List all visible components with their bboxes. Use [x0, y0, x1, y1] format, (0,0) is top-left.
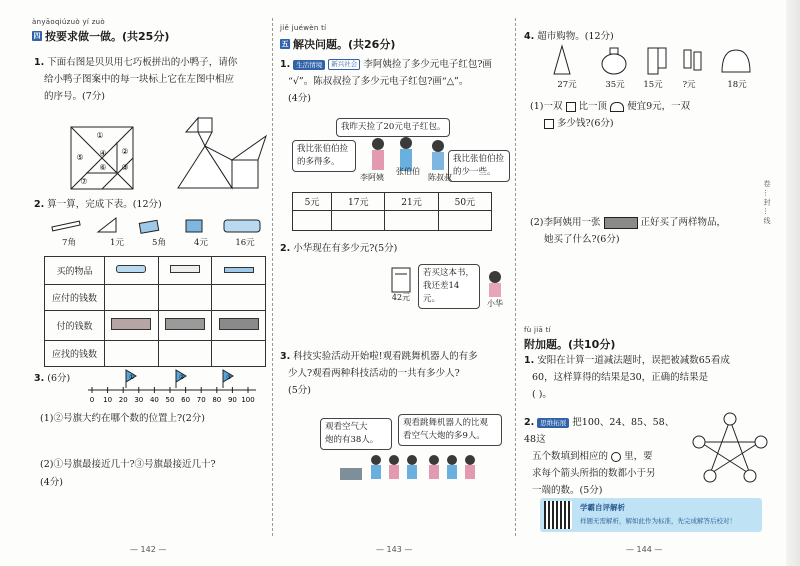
- price-label: 15元: [643, 80, 663, 90]
- children-illustration: [336, 450, 486, 484]
- tick-label: 20: [118, 396, 128, 404]
- speech-bubble: 我昨天捡了20元电子红包。: [336, 118, 450, 137]
- banknote-cell: [105, 311, 159, 341]
- row-header: 付的钱数: [45, 311, 105, 341]
- price-label: 27元: [557, 80, 577, 90]
- kettle-icon: [602, 48, 626, 74]
- question-1: 1. 下面右图是贝贝用七巧板拼出的小鸭子，请你 给小鸭子图案中的每一块标上它在左图中相应 的序号。(7分): [34, 57, 238, 102]
- socks-icon: [684, 50, 701, 70]
- mark-cell[interactable]: [332, 211, 385, 231]
- page-number: — 142 —: [130, 545, 167, 554]
- question-4: 4. 超市购物。(12分): [524, 31, 614, 42]
- banknote-cell: [212, 311, 266, 341]
- section-title-text: 解决问题。(共26分): [293, 38, 396, 51]
- price-label: 16元: [235, 238, 255, 248]
- socks-icon: [566, 102, 576, 112]
- speech-bubble: 我比张伯伯捡的少一些。: [448, 150, 510, 182]
- section-pinyin: ànyāoqiúzuò yí zuò: [32, 18, 105, 26]
- question-3: 3. (6分): [34, 373, 71, 384]
- option-value: 5元: [293, 193, 332, 211]
- page-number: — 143 —: [376, 545, 413, 554]
- qr-code-icon[interactable]: [544, 501, 572, 529]
- row-header: 应找的钱数: [45, 341, 105, 367]
- price-label: ?元: [682, 80, 696, 90]
- mark-cell[interactable]: [438, 211, 491, 231]
- piece-label: ③: [121, 163, 129, 172]
- uncle-chen-figure: [432, 152, 444, 170]
- answer-cell[interactable]: [212, 285, 266, 311]
- table-cell: [212, 257, 266, 285]
- eraser-icon: [139, 220, 158, 233]
- number-circle: [744, 470, 756, 482]
- air-cannon-icon: [340, 468, 362, 480]
- aunt-li-figure: [372, 150, 384, 170]
- extra-question-1: 1. 安阳在计算一道减法题时，误把被减数65看成 60，这样算得的结果是30，正确的结果是 ( )。: [524, 355, 730, 400]
- question-4-sub-1: (1)一双 比一顶 便宜9元，一双 多少钱?(6分): [530, 101, 691, 129]
- banner-text: 样题无需解析，解如此作为标准，先完成解答后校对！: [580, 517, 736, 525]
- scarf-icon: [648, 48, 666, 74]
- answer-cell[interactable]: [158, 341, 212, 367]
- shop-items: [552, 44, 752, 78]
- person-name: 李阿姨: [360, 173, 384, 182]
- section-title: 附加题。(共10分): [524, 338, 616, 351]
- banner-title: 学霸自评解析: [580, 503, 625, 512]
- number-circle: [704, 470, 716, 482]
- speech-bubble: 观看空气大 炮的有38人。: [320, 418, 392, 450]
- flag-2-icon: [176, 370, 186, 388]
- pencil-icon: [52, 221, 80, 231]
- svg-text:①: ①: [129, 374, 135, 381]
- tick-label: 40: [149, 396, 159, 404]
- piece-label: ④: [99, 149, 107, 158]
- piece-label: ⑥: [99, 163, 107, 172]
- tick-label: 0: [89, 396, 95, 404]
- question-3-sub-1: (1)②号旗大约在哪个数的位置上?(2分): [40, 413, 206, 424]
- price-label: 1元: [110, 238, 124, 248]
- mark-cell[interactable]: [385, 211, 438, 231]
- mark-cell[interactable]: [293, 211, 332, 231]
- banknote-icon: [604, 217, 638, 229]
- tick-label: 10: [103, 396, 113, 404]
- number-circle: [724, 413, 736, 425]
- person-name: 陈叔叔: [428, 173, 452, 182]
- piece-label: ①: [96, 131, 104, 140]
- self-check-banner: [540, 498, 762, 532]
- price-label: 4元: [194, 238, 208, 248]
- speech-bubble: 观看跳舞机器人的比观 看空气大炮的多9人。: [398, 414, 502, 446]
- table-cell: [105, 257, 159, 285]
- number-circle: [693, 436, 705, 448]
- tangram-square-figure: [70, 126, 134, 190]
- section-pinyin: fù jiā tí: [524, 326, 551, 334]
- book-price: 42元: [391, 293, 411, 302]
- person-name: 张伯伯: [396, 167, 420, 176]
- book-icon: [390, 266, 412, 294]
- section-title-text: 按要求做一做。(共25分): [45, 30, 170, 43]
- answer-cell[interactable]: [212, 341, 266, 367]
- extra-question-2: 2. 思维拓展 把100、24、85、58、48这 五个数填到相应的 里，要 求每个箭头所指的数都小于另 一端的数。(5分): [524, 417, 675, 496]
- question-1: 1. 生活情境 新兴社会 李阿姨捡了多少元电子红包?画 “√”。陈叔叔捡了多少元电子红包?画“△”。 (4分): [280, 59, 492, 104]
- pencil-case-icon: [224, 220, 260, 232]
- piece-label: ⑤: [76, 153, 84, 162]
- side-margin-text: 卷 … 封 … 线: [763, 180, 771, 224]
- question-3-sub-2: (2)①号旗最接近几十?③号旗最接近几十?: [40, 459, 216, 470]
- price-label: 7角: [62, 238, 76, 248]
- number-circle: [755, 436, 767, 448]
- socks-icon: [544, 119, 554, 129]
- tick-label: 100: [241, 396, 255, 404]
- question-2: 2. 算一算，完成下表。(12分): [34, 199, 162, 210]
- pentagram-diagram: [692, 410, 768, 486]
- question-3-sub-2-score: (4分): [40, 477, 63, 488]
- question-3: 3. 科技实验活动开始啦!观看跳舞机器人的有多 少人?观看两种科技活动的一共有多少人? (5分): [280, 351, 478, 396]
- row-header: 买的物品: [45, 257, 105, 285]
- number-line: [84, 366, 264, 406]
- question-2: 2. 小华现在有多少元?(5分): [280, 243, 398, 254]
- person-name: 小华: [487, 299, 503, 308]
- sharpener-icon: [186, 220, 202, 232]
- hat-icon: [610, 102, 624, 112]
- topic-tag: 思维拓展: [537, 418, 569, 428]
- topic-tag: 新兴社会: [328, 59, 360, 70]
- speech-bubble: 我比张伯伯捡 的多得多。: [292, 140, 356, 172]
- tangram-duck-figure: [168, 114, 268, 190]
- page-edge: [786, 0, 800, 566]
- section-number-icon: 四: [33, 32, 41, 40]
- piece-label: ②: [121, 147, 129, 156]
- speech-bubble: 若买这本书， 我还差14元。: [418, 264, 480, 309]
- tick-label: 60: [181, 396, 191, 404]
- answer-cell[interactable]: [105, 341, 159, 367]
- row-header: 应付的钱数: [45, 285, 105, 311]
- page-number: — 144 —: [626, 545, 663, 554]
- answer-cell[interactable]: [158, 285, 212, 311]
- option-value: 50元: [438, 193, 491, 211]
- question-4-sub-2: (2)李阿姨用一张 正好买了两样物品， 她买了什么?(6分): [530, 217, 727, 245]
- flag-1-icon: [126, 370, 136, 388]
- tick-label: 70: [196, 396, 206, 404]
- answer-cell[interactable]: [105, 285, 159, 311]
- section-title: [280, 36, 395, 52]
- column-divider: [272, 18, 273, 536]
- price-label: 35元: [605, 80, 625, 90]
- tick-label: 30: [134, 396, 144, 404]
- column-divider: [515, 18, 516, 536]
- banknote-cell: [158, 311, 212, 341]
- options-table: [292, 192, 492, 231]
- section-title: [32, 28, 169, 44]
- tick-label: 90: [227, 396, 237, 404]
- price-label: 18元: [727, 80, 747, 90]
- option-value: 17元: [332, 193, 385, 211]
- svg-text:③: ③: [226, 374, 232, 381]
- circle-blank-icon: [611, 452, 621, 462]
- tick-label: 80: [212, 396, 222, 404]
- hat-icon: [722, 50, 750, 72]
- shopping-table: [44, 256, 266, 367]
- piece-label: ⑦: [80, 177, 88, 186]
- section-number-icon: 五: [281, 40, 289, 48]
- triangle-ruler-icon: [98, 218, 116, 232]
- umbrella-icon: [554, 46, 570, 74]
- xiaohua-figure: [484, 270, 506, 300]
- price-label: 5角: [152, 238, 166, 248]
- option-value: 21元: [385, 193, 438, 211]
- table-cell: [158, 257, 212, 285]
- section-pinyin: jiě juéwèn tí: [280, 24, 327, 32]
- tick-label: 50: [165, 396, 175, 404]
- topic-tag: 生活情境: [293, 60, 325, 70]
- svg-text:②: ②: [179, 374, 185, 381]
- flag-3-icon: [223, 370, 233, 388]
